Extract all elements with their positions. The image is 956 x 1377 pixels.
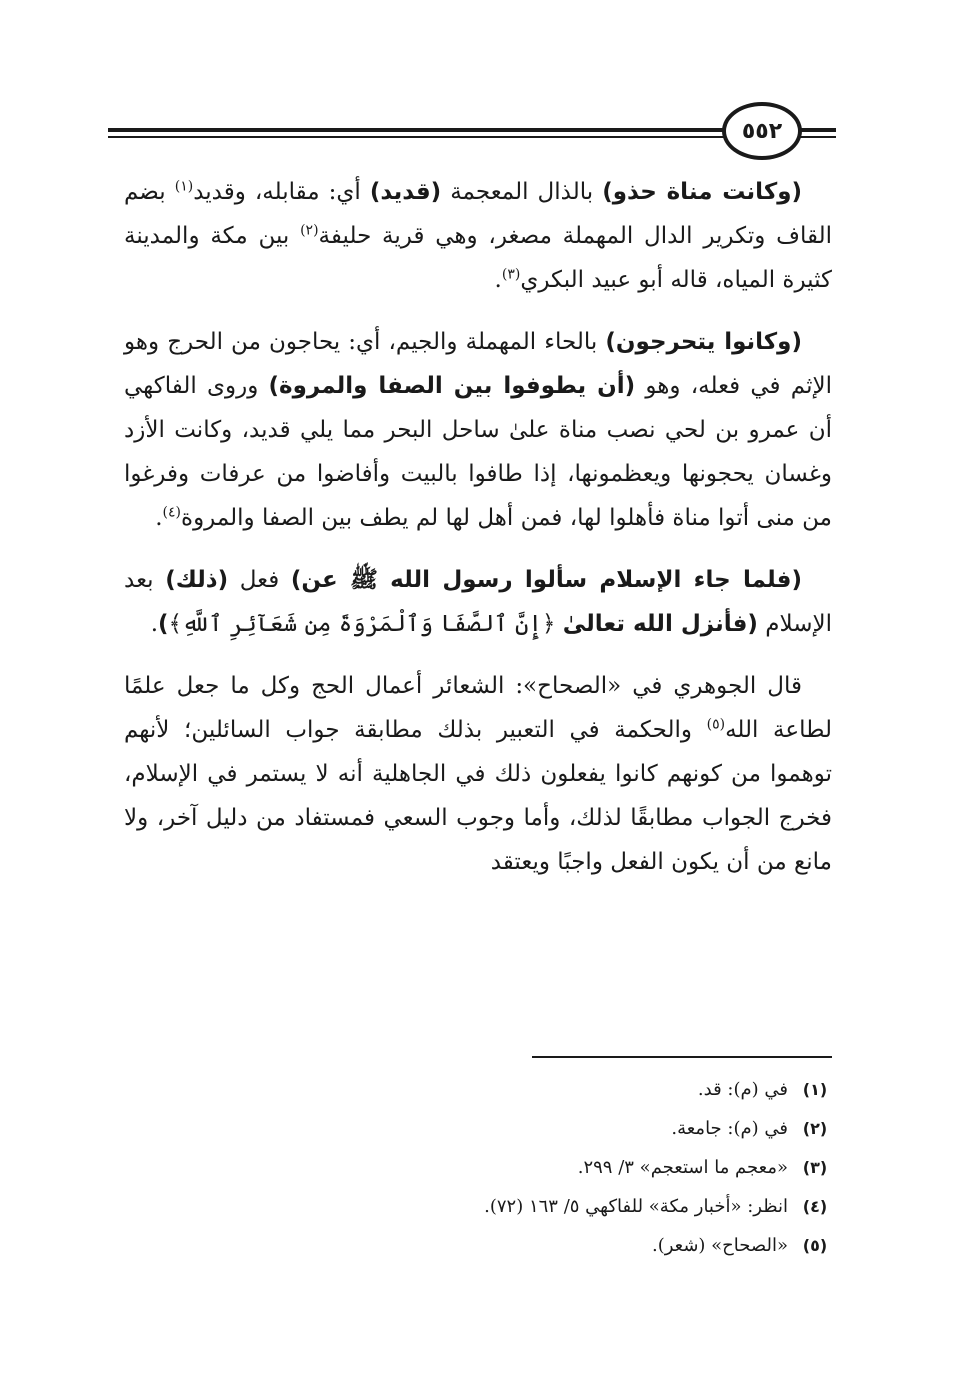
footnote-text: في (م): جامعة. xyxy=(671,1118,788,1139)
paragraph-2 xyxy=(124,320,832,540)
text-span: بضم القاف وتكرير الدال المهملة مصغر، وهي قرية حليفة xyxy=(124,179,832,249)
footnote-number: (١) xyxy=(802,1080,828,1099)
paragraph-3 xyxy=(124,558,832,646)
text-span: قال الجوهري في «الصحاح»: الشعائر أعمال الحج وكل ما جعل علمًا لطاعة الله xyxy=(124,673,832,743)
bold-lemma: (فأنزل الله تعالىٰ xyxy=(562,611,758,637)
text-span: بالحاء المهملة والجيم، أي: يحاجون من الحرج وهو الإثم في فعله، وهو xyxy=(124,329,832,399)
footnote-3 xyxy=(124,1148,832,1187)
text-span: فعل xyxy=(228,567,291,593)
text-span: وروى الفاكهي أن عمرو بن لحي نصب مناة علىٰ ساحل البحر مما يلي قديد، وكانت الأزد وغسان يحجونها ويعظمونها، إذا طافوا بالبيت وأفاضوا من عرفات وفرغوا من منى أتوا مناة فأهلوا لها، فمن أهل لها لم يطف بين الصفا والمروة xyxy=(124,373,832,531)
page-number: ٥٥٢ xyxy=(741,118,783,144)
header-rule-thin xyxy=(108,136,724,138)
footnote-text: في (م): قد. xyxy=(697,1079,788,1100)
footnote-ref: (٢) xyxy=(300,222,319,239)
footnote-number: (٤) xyxy=(802,1197,828,1216)
bold-lemma: (أن يطوفوا بين الصفا والمروة) xyxy=(268,373,636,399)
footnotes xyxy=(124,1070,832,1265)
footnote-1 xyxy=(124,1070,832,1109)
footnote-text: «معجم ما استعجم» ٣/ ٢٩٩. xyxy=(577,1157,788,1178)
text-span: أي: مقابله، وقديد xyxy=(193,179,370,205)
text-span: بالذال المعجمة xyxy=(441,179,603,205)
footnote-5 xyxy=(124,1226,832,1265)
text-span: . xyxy=(150,611,159,637)
bold-lemma: (وكانوا يتحرجون) xyxy=(605,329,802,355)
text-span: . xyxy=(155,505,163,531)
page-header xyxy=(108,100,836,164)
main-text xyxy=(124,170,832,902)
footnote-ref: (١) xyxy=(174,178,194,195)
paragraph-1 xyxy=(124,170,832,302)
bold-lemma: ) xyxy=(158,611,169,637)
header-rule-thick xyxy=(108,128,724,132)
bold-lemma: (فلما جاء الإسلام سألوا رسول الله ﷺ عن) xyxy=(290,567,802,593)
text-span: بين مكة والمدينة كثيرة المياه، قاله أبو عبيد البكري xyxy=(124,223,832,293)
page-number-oval xyxy=(722,102,802,160)
footnote-ref: (٤) xyxy=(162,504,182,521)
footnote-number: (٢) xyxy=(802,1119,828,1138)
footnote-ref: (٣) xyxy=(501,266,521,283)
paragraph-4 xyxy=(124,664,832,884)
footnote-text: «الصحاح» (شعر). xyxy=(651,1235,788,1256)
footnote-number: (٣) xyxy=(802,1158,828,1177)
text-span: والحكمة في التعبير بذلك مطابقة جواب السائلين؛ لأنهم توهموا من كونهم كانوا يفعلون ذلك في الجاهلية أنه لا يستمر في الإسلام، فخرج الجواب مطابقًا لذلك، وأما وجوب السعي فمستفاد من دليل آخر، ولا مانع من أن يكون الفعل واجبًا ويعتقد xyxy=(124,717,832,875)
footnote-separator xyxy=(532,1056,832,1058)
footnote-2 xyxy=(124,1109,832,1148)
text-span: بعد الإسلام xyxy=(124,567,832,637)
footnote-4 xyxy=(124,1187,832,1226)
footnote-number: (٥) xyxy=(802,1236,828,1255)
bold-lemma: (وكانت مناة حذو) xyxy=(602,179,802,205)
header-rule-thin-right xyxy=(800,136,836,138)
bold-lemma: (قديد) xyxy=(369,179,442,205)
text-span: ﴿إِنَّ ٱلصَّفَا وَٱلْمَرْوَةَ مِن شَعَآئِرِ ٱللَّهِ﴾ xyxy=(168,611,563,637)
bold-lemma: (ذلك) xyxy=(165,567,229,593)
header-rule-thick-right xyxy=(800,128,836,132)
footnote-text: انظر: «أخبار مكة» للفاكهي ٥/ ١٦٣ (٧٢). xyxy=(484,1196,788,1217)
text-span: . xyxy=(494,267,502,293)
footnote-ref: (٥) xyxy=(706,716,726,733)
